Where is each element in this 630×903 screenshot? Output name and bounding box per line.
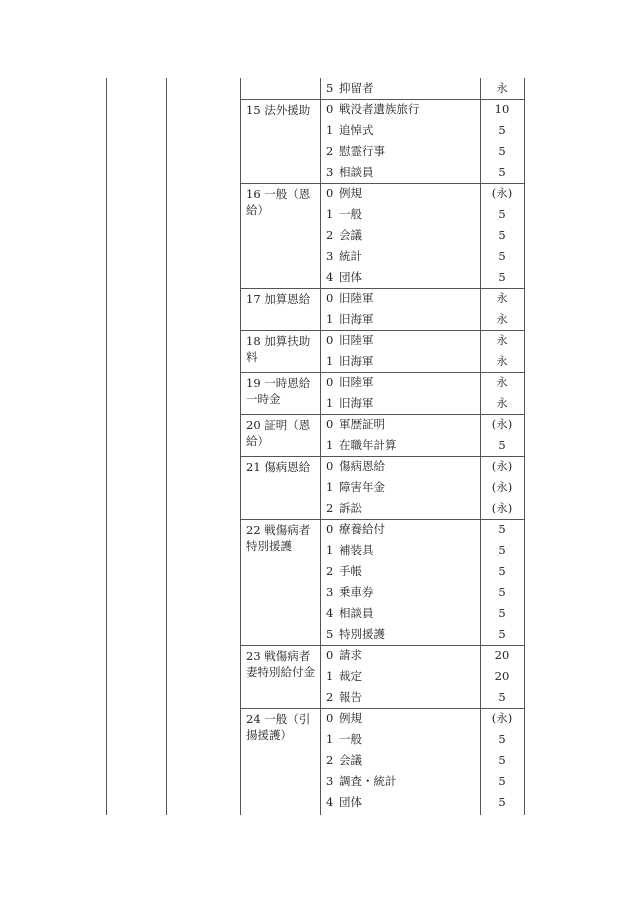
item-name: 旧陸軍 bbox=[339, 291, 374, 305]
item-name: 在職年計算 bbox=[339, 438, 397, 452]
retention-period: 5 bbox=[498, 165, 506, 179]
retention-period: 5 bbox=[498, 564, 506, 578]
item-name: 会議 bbox=[339, 753, 362, 767]
item-code: 1 bbox=[326, 480, 334, 494]
retention-period: (永) bbox=[491, 459, 513, 473]
item-name: 統計 bbox=[339, 249, 362, 263]
item-name: 軍歴証明 bbox=[339, 417, 385, 431]
item-name: 慰霊行事 bbox=[339, 144, 385, 158]
category-label: 20 証明（恩給） bbox=[246, 418, 311, 448]
retention-period: 5 bbox=[498, 543, 506, 557]
category-label: 21 傷病恩給 bbox=[246, 460, 311, 474]
item-code: 4 bbox=[326, 606, 334, 620]
item-code: 2 bbox=[326, 228, 334, 242]
category-label: 16 一般（恩給） bbox=[246, 187, 311, 217]
retention-period: 5 bbox=[498, 438, 506, 452]
item-name: 会議 bbox=[339, 228, 362, 242]
item-code: 2 bbox=[326, 690, 334, 704]
retention-period: 5 bbox=[498, 123, 506, 137]
category-label: 22 戦傷病者特別援護 bbox=[246, 523, 311, 553]
item-code: 0 bbox=[326, 375, 334, 389]
item-code: 3 bbox=[326, 249, 334, 263]
retention-period: 5 bbox=[498, 627, 506, 641]
retention-period: 5 bbox=[498, 753, 506, 767]
retention-period: 5 bbox=[498, 585, 506, 599]
item-code: 1 bbox=[326, 396, 334, 410]
item-code: 1 bbox=[326, 123, 334, 137]
item-code: 0 bbox=[326, 648, 334, 662]
retention-period: 永 bbox=[496, 81, 508, 95]
item-name: 団体 bbox=[339, 795, 362, 809]
item-name: 旧陸軍 bbox=[339, 375, 374, 389]
retention-period: 永 bbox=[496, 354, 508, 368]
retention-period: 5 bbox=[498, 774, 506, 788]
item-code: 0 bbox=[326, 711, 334, 725]
retention-period: (永) bbox=[491, 711, 513, 725]
column-rule bbox=[524, 78, 525, 815]
item-code: 0 bbox=[326, 522, 334, 536]
item-name: 旧海軍 bbox=[339, 396, 374, 410]
item-name: 訴訟 bbox=[339, 501, 362, 515]
item-code: 0 bbox=[326, 291, 334, 305]
item-code: 2 bbox=[326, 753, 334, 767]
item-name: 障害年金 bbox=[339, 480, 385, 494]
item-name: 請求 bbox=[339, 648, 362, 662]
column-rule bbox=[240, 78, 241, 815]
item-name: 報告 bbox=[339, 690, 362, 704]
category-label: 17 加算恩給 bbox=[246, 292, 311, 306]
item-code: 2 bbox=[326, 564, 334, 578]
retention-period: (永) bbox=[491, 417, 513, 431]
item-name: 旧海軍 bbox=[339, 312, 374, 326]
item-name: 一般 bbox=[339, 732, 362, 746]
category-label: 23 戦傷病者妻特別給付金 bbox=[246, 649, 315, 679]
item-name: 療養給付 bbox=[339, 522, 385, 536]
item-code: 3 bbox=[326, 585, 334, 599]
category-label: 24 一般（引揚援護） bbox=[246, 712, 311, 742]
item-name: 調査・統計 bbox=[339, 774, 397, 788]
retention-period: (永) bbox=[491, 480, 513, 494]
item-code: 0 bbox=[326, 102, 334, 116]
category-label: 18 加算扶助料 bbox=[246, 334, 311, 364]
retention-period: 5 bbox=[498, 690, 506, 704]
item-code: 1 bbox=[326, 543, 334, 557]
item-code: 0 bbox=[326, 417, 334, 431]
column-rule bbox=[166, 78, 167, 815]
item-code: 4 bbox=[326, 795, 334, 809]
item-code: 3 bbox=[326, 774, 334, 788]
category-label: 19 一時恩給一時金 bbox=[246, 376, 311, 406]
retention-period: 5 bbox=[498, 522, 506, 536]
item-code: 5 bbox=[326, 627, 334, 641]
item-code: 0 bbox=[326, 186, 334, 200]
item-name: 補装具 bbox=[339, 543, 374, 557]
retention-period: 5 bbox=[498, 732, 506, 746]
item-code: 0 bbox=[326, 333, 334, 347]
item-code: 1 bbox=[326, 312, 334, 326]
category-label: 15 法外援助 bbox=[246, 103, 311, 117]
item-name: 例規 bbox=[339, 711, 362, 725]
item-code: 5 bbox=[326, 81, 334, 95]
item-name: 旧海軍 bbox=[339, 354, 374, 368]
item-name: 団体 bbox=[339, 270, 362, 284]
retention-period: 5 bbox=[498, 228, 506, 242]
item-code: 1 bbox=[326, 354, 334, 368]
column-rule bbox=[320, 78, 321, 815]
retention-period: 5 bbox=[498, 207, 506, 221]
retention-period: (永) bbox=[491, 186, 513, 200]
item-name: 一般 bbox=[339, 207, 362, 221]
item-code: 0 bbox=[326, 459, 334, 473]
item-name: 戦没者遺族旅行 bbox=[339, 102, 420, 116]
item-code: 2 bbox=[326, 501, 334, 515]
retention-period: 永 bbox=[496, 312, 508, 326]
retention-period: 20 bbox=[494, 669, 510, 683]
retention-period: 永 bbox=[496, 291, 508, 305]
retention-period: 20 bbox=[494, 648, 510, 662]
retention-period: 永 bbox=[496, 375, 508, 389]
retention-period: 5 bbox=[498, 795, 506, 809]
item-code: 1 bbox=[326, 207, 334, 221]
retention-period: 5 bbox=[498, 270, 506, 284]
retention-period: 5 bbox=[498, 606, 506, 620]
item-name: 抑留者 bbox=[339, 81, 374, 95]
item-code: 3 bbox=[326, 165, 334, 179]
item-name: 手帳 bbox=[339, 564, 362, 578]
column-rule bbox=[106, 78, 107, 815]
item-code: 1 bbox=[326, 669, 334, 683]
item-name: 乗車券 bbox=[339, 585, 374, 599]
retention-period: (永) bbox=[491, 501, 513, 515]
item-code: 1 bbox=[326, 438, 334, 452]
item-code: 2 bbox=[326, 144, 334, 158]
item-name: 例規 bbox=[339, 186, 362, 200]
item-code: 1 bbox=[326, 732, 334, 746]
retention-period: 永 bbox=[496, 333, 508, 347]
item-name: 裁定 bbox=[339, 669, 362, 683]
item-code: 4 bbox=[326, 270, 334, 284]
item-name: 相談員 bbox=[339, 606, 374, 620]
retention-period: 10 bbox=[494, 102, 510, 116]
item-name: 特別援護 bbox=[339, 627, 385, 641]
item-name: 旧陸軍 bbox=[339, 333, 374, 347]
retention-period: 5 bbox=[498, 144, 506, 158]
retention-period: 5 bbox=[498, 249, 506, 263]
retention-period: 永 bbox=[496, 396, 508, 410]
item-name: 傷病恩給 bbox=[339, 459, 385, 473]
item-name: 追悼式 bbox=[339, 123, 374, 137]
item-name: 相談員 bbox=[339, 165, 374, 179]
